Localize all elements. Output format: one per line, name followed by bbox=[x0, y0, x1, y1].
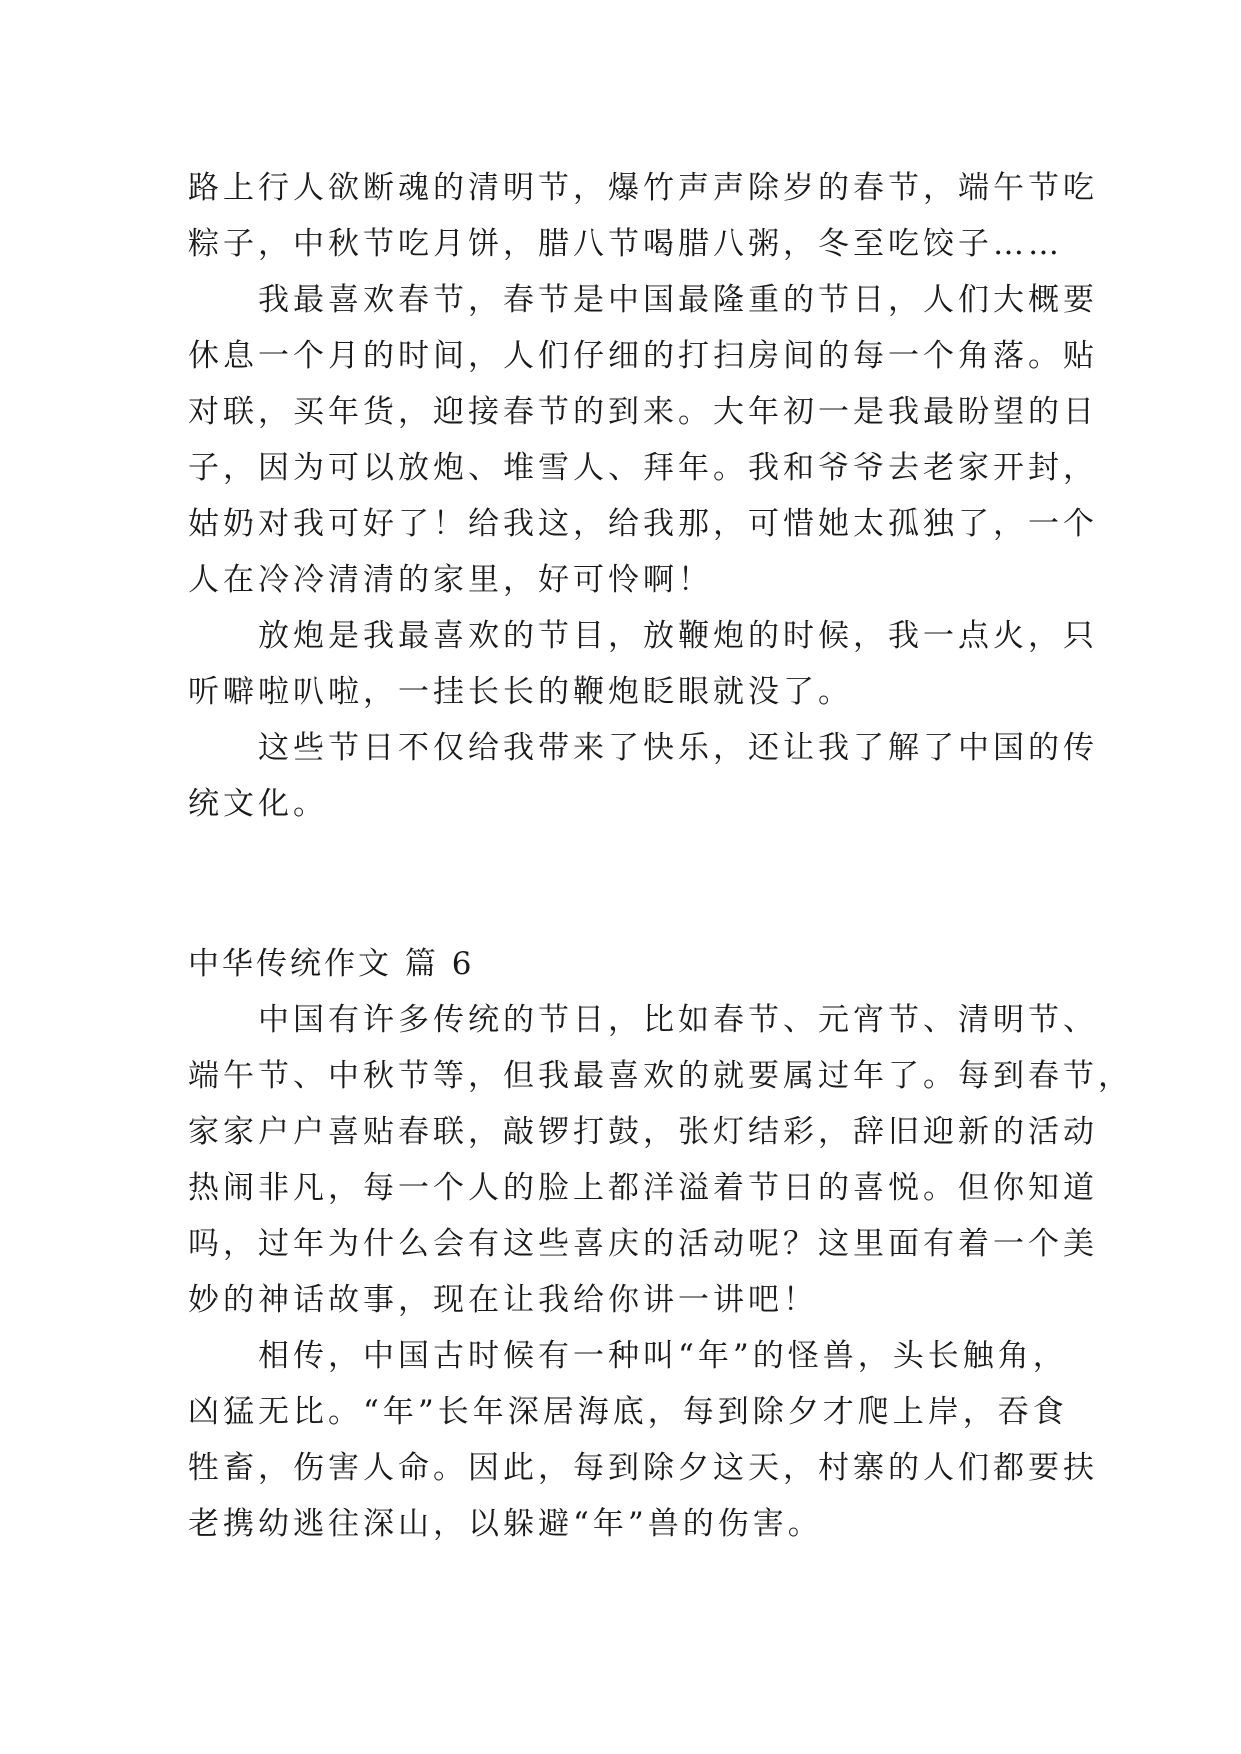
paragraph-line: 老携幼逃往深山，以躲避“年”兽的伤害。 bbox=[188, 1506, 823, 1542]
paragraph-line: 相传，中国古时候有一种叫“年”的怪兽，头长触角， bbox=[258, 1338, 1068, 1374]
paragraph-line: 对联，买年货，迎接春节的到来。大年初一是我最盼望的日 bbox=[188, 394, 1098, 430]
paragraph-line: 子，因为可以放炮、堆雪人、拜年。我和爷爷去老家开封， bbox=[188, 450, 1098, 486]
paragraph-line: 姑奶对我可好了！给我这，给我那，可惜她太孤独了，一个 bbox=[188, 506, 1098, 542]
paragraph-line: 牲畜，伤害人命。因此，每到除夕这天，村寨的人们都要扶 bbox=[188, 1450, 1098, 1486]
paragraph-6 bbox=[188, 1328, 1098, 1552]
paragraph-line: 端午节、中秋节等，但我最喜欢的就要属过年了。每到春节， bbox=[188, 1058, 1133, 1094]
paragraph-3 bbox=[188, 608, 1098, 720]
paragraph-4 bbox=[188, 720, 1098, 832]
paragraph-line: 统文化。 bbox=[188, 786, 328, 822]
paragraph-line: 我最喜欢春节，春节是中国最隆重的节日，人们大概要 bbox=[258, 282, 1098, 318]
paragraph-line: 热闹非凡，每一个人的脸上都洋溢着节日的喜悦。但你知道 bbox=[188, 1170, 1098, 1206]
paragraph-line: 家家户户喜贴春联，敲锣打鼓，张灯结彩，辞旧迎新的活动 bbox=[188, 1114, 1098, 1150]
paragraph-line: 这些节日不仅给我带来了快乐，还让我了解了中国的传 bbox=[258, 730, 1098, 766]
paragraph-line: 路上行人欲断魂的清明节，爆竹声声除岁的春节，端午节吃 bbox=[188, 170, 1098, 206]
paragraph-line: 妙的神话故事，现在让我给你讲一讲吧！ bbox=[188, 1282, 818, 1318]
paragraph-5 bbox=[188, 992, 1133, 1328]
paragraph-line: 粽子，中秋节吃月饼，腊八节喝腊八粥，冬至吃饺子…… bbox=[188, 226, 1063, 262]
paragraph-line: 人在冷冷清清的家里，好可怜啊！ bbox=[188, 562, 713, 598]
paragraph-line: 休息一个月的时间，人们仔细的打扫房间的每一个角落。贴 bbox=[188, 338, 1098, 374]
paragraph-line: 放炮是我最喜欢的节目，放鞭炮的时候，我一点火，只 bbox=[258, 618, 1098, 654]
section-heading: 中华传统作文 篇 6 bbox=[188, 946, 475, 982]
paragraph-line: 听噼啦叭啦，一挂长长的鞭炮眨眼就没了。 bbox=[188, 674, 853, 710]
paragraph-line: 凶猛无比。“年”长年深居海底，每到除夕才爬上岸，吞食 bbox=[188, 1394, 1068, 1430]
paragraph-2 bbox=[188, 272, 1098, 608]
paragraph-line: 中国有许多传统的节日，比如春节、元宵节、清明节、 bbox=[258, 1002, 1098, 1038]
section-gap bbox=[188, 832, 1068, 936]
document-body bbox=[188, 160, 1133, 1552]
paragraph-1 bbox=[188, 160, 1098, 272]
paragraph-line: 吗，过年为什么会有这些喜庆的活动呢？这里面有着一个美 bbox=[188, 1226, 1098, 1262]
